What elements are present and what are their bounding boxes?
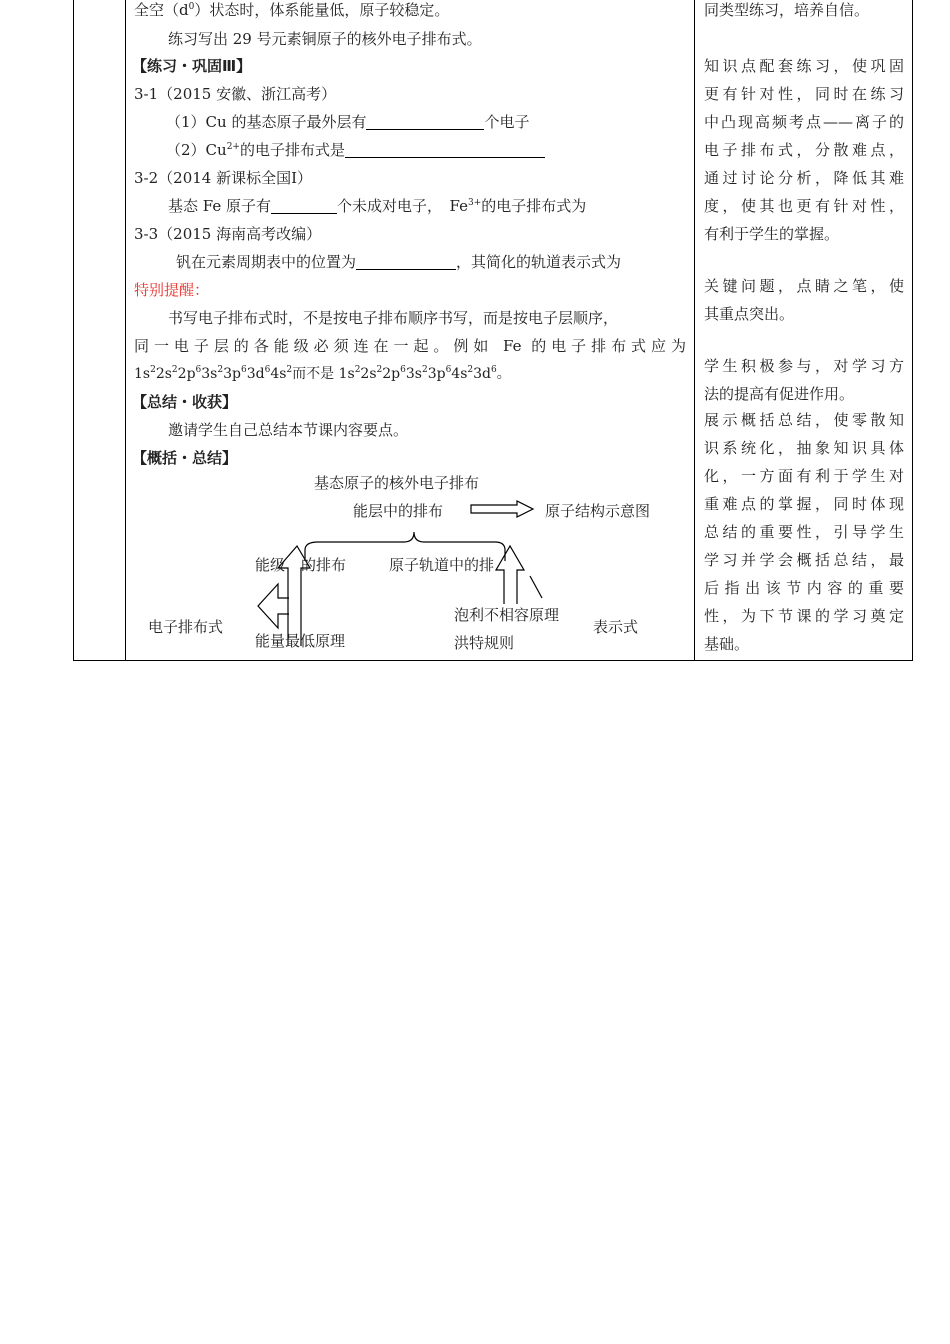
side-note-line: 基础。	[704, 635, 750, 653]
exercise-cu: 练习写出 29 号元素铜原子的核外电子排布式。	[168, 30, 482, 48]
diagram-structure: 原子结构示意图	[545, 502, 651, 520]
side-note-line: 电子排布式，分散难点，	[704, 141, 904, 159]
side-note-line: 性，为下节课的学习奠定	[704, 607, 904, 625]
side-note-line: 展示概括总结，使零散知	[704, 411, 904, 429]
side-note-line: 有利于学生的掌握。	[704, 225, 840, 243]
fe-config: $1s^22s^22p^63s^23p^63d^64s^2$而不是 $1s^22s^22p^63s^23p^64s^23d^6$。	[134, 365, 511, 382]
diagram-title: 基态原子的核外电子排布	[314, 474, 480, 492]
side-note-line: 更有针对性，同时在练习	[704, 85, 904, 103]
side-note-line: 中凸现高频考点——离子的	[704, 113, 904, 131]
side-note-line: 化，一方面有利于学生对	[704, 467, 904, 485]
question-number: 3-3（2015 海南高考改编）	[134, 225, 322, 243]
diagram-pauli: 泡利不相容原理	[454, 606, 560, 624]
question-item: 钒在元素周期表中的位置为 ，其简化的轨道表示式为	[176, 253, 622, 271]
special-tip-label: 特别提醒：	[134, 281, 210, 299]
side-note-line: 关键问题，点睛之笔，使	[704, 277, 904, 295]
diagram-orbital: 原子轨道中的排	[389, 556, 495, 574]
diagram-shell: 能层中的排布	[353, 502, 444, 520]
side-note-line: 法的提高有促进作用。	[704, 385, 855, 403]
diagram-hund: 洪特规则	[454, 634, 515, 652]
diagram-lowest-energy: 能量最低原理	[255, 632, 346, 650]
question-item: $(2)Cu^{2+}$的电子排布式是	[166, 136, 545, 164]
tip-text: 同一电子层的各能级必须连在一起。例如 Fe 的电子排布式应为	[134, 337, 686, 355]
section-heading: 【总结・收获】	[132, 393, 238, 411]
side-note-line: 同类型练习，培养自信。	[704, 1, 870, 19]
diagram-level: 能级 的排布	[255, 556, 347, 574]
diagram-config: 电子排布式	[148, 618, 224, 636]
question-number: 3-2（2014 新课标全国Ⅰ）	[134, 169, 313, 187]
side-note-line: 总结的重要性，引导学生	[704, 523, 904, 541]
side-note-line: 后指出该节内容的重要	[704, 579, 904, 597]
summary-text: 邀请学生自己总结本节课内容要点。	[168, 421, 409, 439]
question-item: （1）Cu 的基态原子最外层有 个电子	[166, 113, 530, 131]
section-heading: 【练习・巩固Ⅲ】	[132, 57, 252, 75]
side-note-line: 重难点的掌握，同时体现	[704, 495, 904, 513]
connector-line	[530, 576, 542, 598]
up-arrow-icon	[496, 546, 524, 604]
diagram-notation: 表示式	[593, 618, 639, 636]
side-note-line: 学生积极参与，对学习方	[704, 357, 904, 375]
right-arrow-icon	[471, 501, 533, 517]
side-note-line: 其重点突出。	[704, 305, 795, 323]
side-note-line: 度，使其也更有针对性，	[704, 197, 904, 215]
question-item: 基态 Fe 原子有 个未成对电子， $Fe^{3+}$的电子排布式为	[168, 197, 587, 215]
question-number: 3-1（2015 安徽、浙江高考）	[134, 85, 337, 103]
tip-text: 书写电子排布式时，不是按电子排布顺序书写，而是按电子层顺序，	[168, 309, 619, 327]
side-note-line: 知识点配套练习，使巩固	[704, 57, 904, 75]
left-arrow-icon	[258, 584, 289, 628]
side-note-line: 通过讨论分析，降低其难	[704, 169, 904, 187]
side-note-line: 识系统化，抽象知识具体	[704, 439, 904, 457]
side-note-line: 学习并学会概括总结，最	[704, 551, 904, 569]
text-line: 全空$(d^0)$状态时，体系能量低，原子较稳定。	[134, 1, 450, 19]
section-heading: 【概括・总结】	[132, 449, 238, 467]
